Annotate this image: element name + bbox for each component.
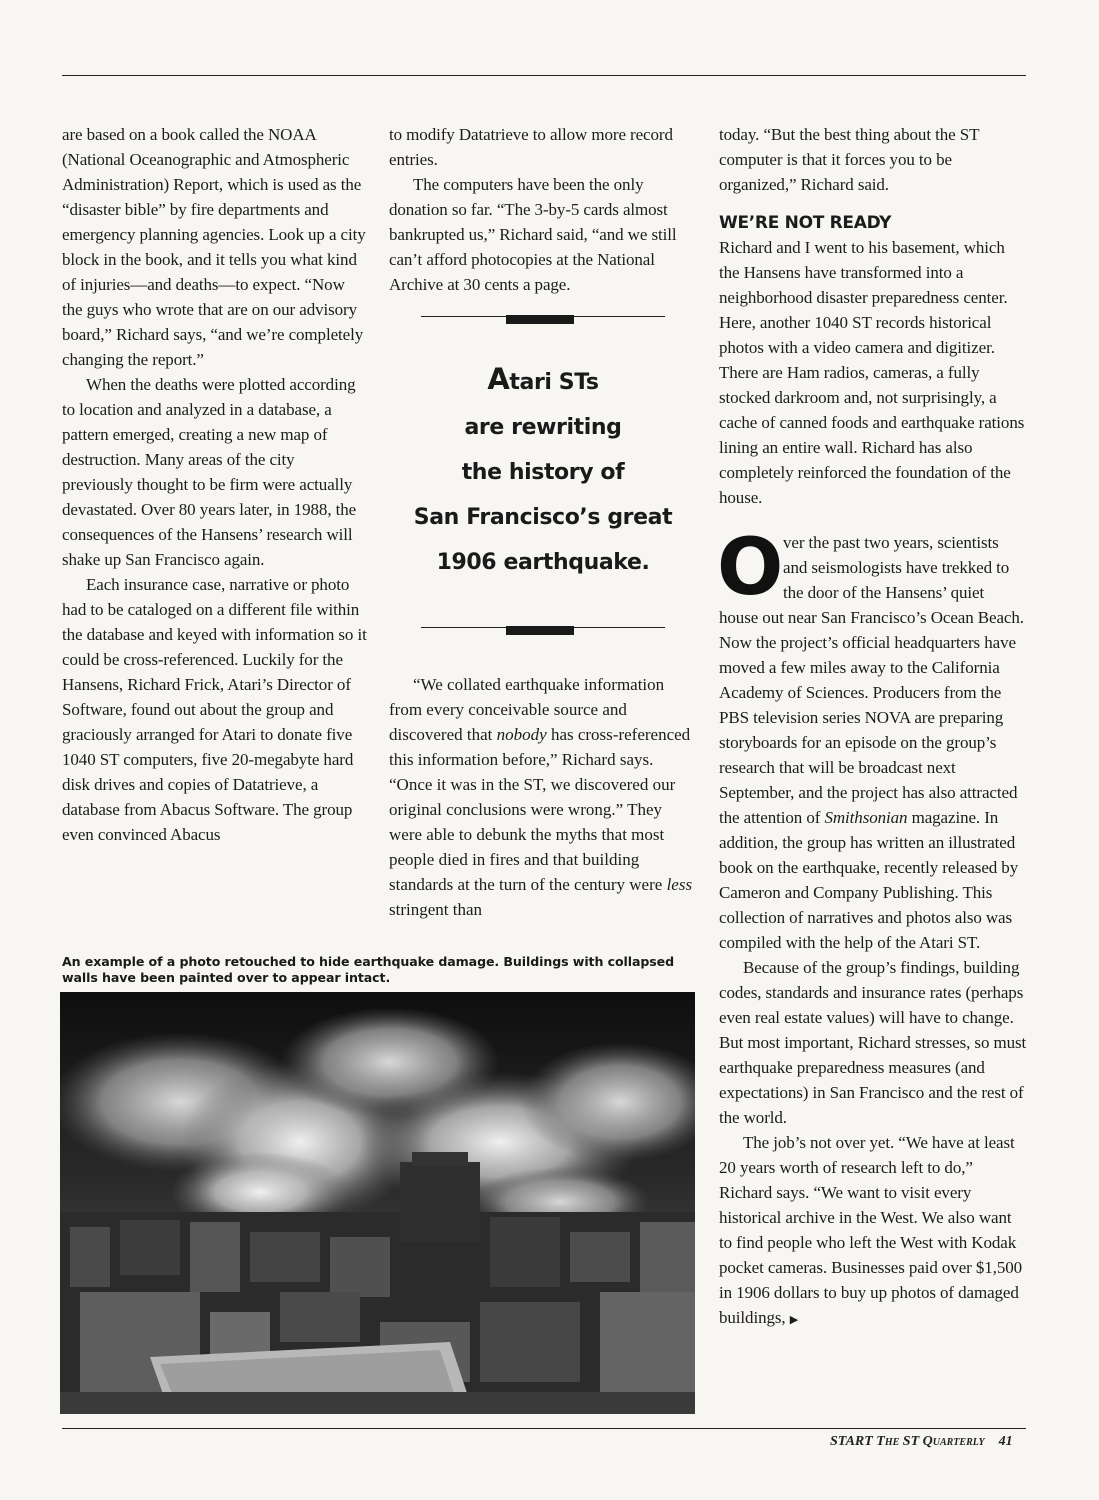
paragraph: Each insurance case, narrative or photo had to be cataloged on a different file within the database and keyed with information so it could be cross-referenced. Luckily for the Hansens, Richard Frick, Atari’s Director of Software, found out about the group and graciously arranged for Atari to donate five 1040 ST computers, five 20-megabyte hard disk drives and copies of Datatrieve, a database from Abacus Software. The group even convinced Abacus [62, 575, 367, 844]
pull-quote-line: the history of [461, 460, 625, 485]
magazine-name: START The ST Quarterly [830, 1434, 985, 1449]
page-footer [830, 1434, 1013, 1450]
pull-quote-text [389, 317, 697, 627]
paragraph: ver the past two years, scientists and seismologists have trekked to the door of the Hansens’ quiet house out near San Francisco’s Ocean Beach. Now the project’s official headquarters have moved a few miles away to the California Academy of Sciences. Producers from the PBS television series NOVA are preparing storyboards for an episode on the group’s research that will be broadcast next September, and the project has also attracted the attention of Smithsonian magazine. In addition, the group has written an illustrated book on the earthquake, recently released by Cameron and Company Publishing. This collection of narratives and photos also was compiled with the help of the Atari ST. [719, 533, 1024, 952]
pull-quote [389, 316, 697, 628]
paragraph: Because of the group’s findings, building codes, standards and insurance rates (perhaps even real estate values) will have to change. But most important, Richard stresses, so must earthquake preparedness measures (and expectations) in San Francisco and the rest of the world. [719, 958, 1027, 1127]
drop-cap: O [717, 523, 784, 613]
paragraph: “We collated earthquake information from every conceivable source and discovered that nobody has cross-referenced this information before,” Richard says. “Once it was in the ST, we discovered our original conclusions were wrong.” They were able to debunk the myths that most people died in fires and that building standards at the turn of the century were less stringent than [389, 675, 693, 919]
top-rule [62, 75, 1026, 76]
photo-caption: An example of a photo retouched to hide earthquake damage. Buildings with collapsed walls have been painted over to appear intact. [62, 954, 675, 985]
section-heading: WE’RE NOT READY [719, 213, 892, 233]
paragraph: to modify Datatrieve to allow more record entries. [389, 125, 673, 169]
earthquake-photo-image [60, 992, 695, 1414]
paragraph: Richard and I went to his basement, which the Hansens have transformed into a neighborhood disaster preparedness center. Here, another 1040 ST records historical photos with a video camera and digitizer. There are Ham radios, cameras, a fully stocked darkroom and, not surprisingly, a cache of canned foods and earthquake rations lining an entire wall. Richard has also completely reinforced the foundation of the house. [719, 238, 1025, 507]
pull-quote-rule-top [421, 316, 665, 317]
pull-quote-initial: A [487, 362, 510, 396]
earthquake-photo [60, 992, 695, 1414]
drop-cap-paragraph [717, 523, 1027, 955]
pull-quote-line: 1906 earthquake. [436, 550, 650, 575]
paragraph: are based on a book called the NOAA (National Oceanographic and Atmospheric Administration) Report, which is used as the “disaster bible” by fire departments and emergency planning agencies. Look up a city block in the book, and it tells you what kind of injuries—and deaths—to expect. “Now the guys who wrote that are on our advisory board,” Richard says, “and we’re completely changing the report.” [62, 125, 366, 369]
page-number: 41 [998, 1434, 1013, 1449]
pull-quote-rule-bottom [421, 627, 665, 628]
column-2-bottom [389, 672, 697, 922]
pull-quote-line: are rewriting [464, 415, 622, 440]
continue-arrow-icon: ▶ [789, 1314, 799, 1326]
paragraph: When the deaths were plotted according to location and analyzed in a database, a pattern emerged, creating a new map of destruction. Many areas of the city previously thought to be firm were actually devastated. Over 80 years later, in 1988, the consequences of the Hansens’ research will shake up San Francisco again. [62, 375, 357, 569]
pull-quote-line: tari STs [509, 370, 599, 395]
column-3 [719, 122, 1027, 1333]
bottom-rule [62, 1428, 1026, 1429]
paragraph: The computers have been the only donation so far. “The 3-by-5 cards almost bankrupted us,” Richard said, “and we still can’t afford photocopies at the National Archive at 30 cents a page. [389, 175, 677, 294]
column-2-top [389, 122, 697, 297]
paragraph: today. “But the best thing about the ST computer is that it forces you to be organized,” Richard said. [719, 125, 980, 194]
column-1 [62, 122, 368, 847]
pull-quote-line: San Francisco’s great [413, 505, 673, 530]
paragraph: The job’s not over yet. “We have at least 20 years worth of research left to do,” Richard says. “We want to visit every historical archive in the West. We also want to find people who left the West with Kodak pocket cameras. Businesses paid over $1,500 in 1906 dollars to buy up photos of damaged buildings, ▶ [719, 1133, 1023, 1327]
